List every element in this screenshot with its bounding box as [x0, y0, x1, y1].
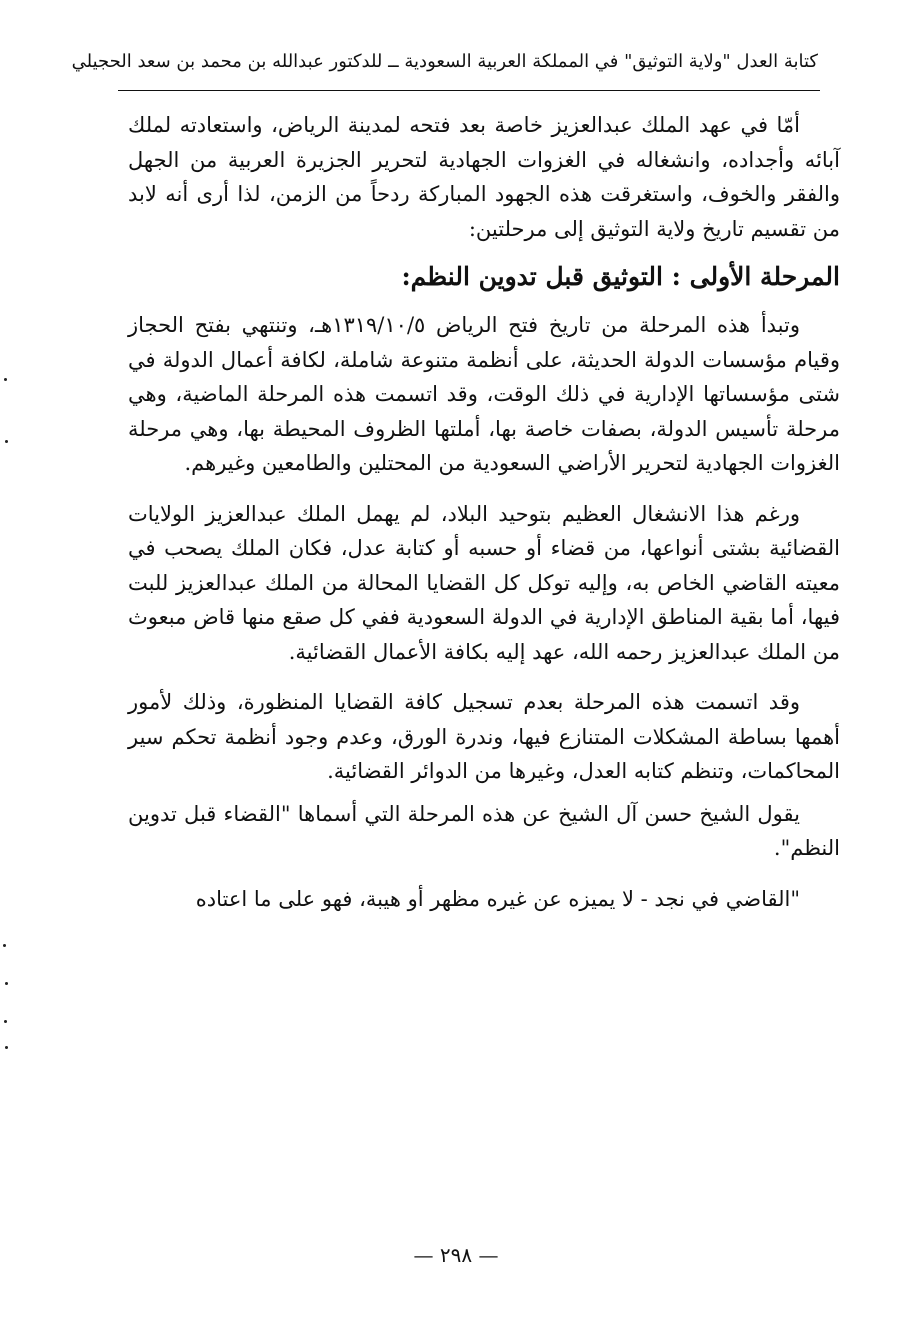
- margin-mark: [4, 1020, 7, 1023]
- paragraph-quote-intro: يقول الشيخ حسن آل الشيخ عن هذه المرحلة التي أسماها "القضاء قبل تدوين النظم".: [128, 801, 840, 860]
- margin-mark: [5, 1046, 8, 1049]
- page-number: — ٢٩٨ —: [413, 1243, 499, 1267]
- paragraph-quote: "القاضي في نجد - لا يميزه عن غيره مظهر أو هيبة، فهو على ما اعتاده: [195, 886, 800, 911]
- paragraph-judicial-offices: ورغم هذا الانشغال العظيم بتوحيد البلاد، لم يهمل الملك عبدالعزيز الولايات القضائية بشتى أنواعها، من قضاء أو حسبه أو كتابة عدل، فكان الملك يصحب في معيته القاضي الخاص به، وإليه توكل كل القضايا المحالة من الملك عبدالعزيز للبت فيها، أما بقية المناطق الإدارية في الدولة السعودية ففي كل صقع منها قاض مبعوث من الملك عبدالعزيز رحمه الله، عهد إليه بكافة الأعمال القضائية.: [128, 501, 840, 664]
- running-header: كتابة العدل "ولاية التوثيق" في المملكة العربية السعودية ــ للدكتور عبدالله بن محمد بن سعد الحجيلي: [71, 51, 818, 72]
- paragraph-intro: أمّا في عهد الملك عبدالعزيز خاصة بعد فتحه لمدينة الرياض، واستعادته لملك آبائه وأجداده، وانشغاله في الغزوات الجهادية لتحرير الجزيرة العربية من الجهل والفقر والخوف، واستغرقت هذه الجهود المباركة ردحاً من الزمن، لذا أرى أنه لابد من تقسيم تاريخ ولاية التوثيق إلى مرحلتين:: [128, 113, 840, 241]
- paragraph-no-registration: وقد اتسمت هذه المرحلة بعدم تسجيل كافة القضايا المنظورة، وذلك لأمور أهمها بساطة المشكلات المتنازع فيها، وندرة الورق، وعدم وجود أنظمة تحكم سير المحاكمات، وتنظم كتابه العدل، وغيرها من الدوائر القضائية.: [128, 690, 840, 783]
- margin-mark: [5, 440, 8, 443]
- margin-mark: [5, 982, 8, 985]
- margin-mark: [3, 944, 6, 947]
- header-rule: [118, 90, 820, 91]
- margin-mark: [4, 378, 7, 381]
- body-text: [128, 108, 840, 916]
- paragraph-stage-one: وتبدأ هذه المرحلة من تاريخ فتح الرياض ١٣١٩/١٠/٥هـ، وتنتهي بفتح الحجاز وقيام مؤسسات الدولة الحديثة، على أنظمة متنوعة شاملة، لكافة أعمال الدولة في شتى مؤسساتها الإدارية في ذلك الوقت، وقد اتسمت هذه المرحلة الماضية، وهي مرحلة تأسيس الدولة، بصفات خاصة بها، أملتها الظروف المحيطة بها، وهي مرحلة الغزوات الجهادية لتحرير الأراضي السعودية من المحتلين والطامعين وغيرهم.: [128, 313, 840, 475]
- section-heading: المرحلة الأولى : التوثيق قبل تدوين النظم:: [401, 262, 840, 291]
